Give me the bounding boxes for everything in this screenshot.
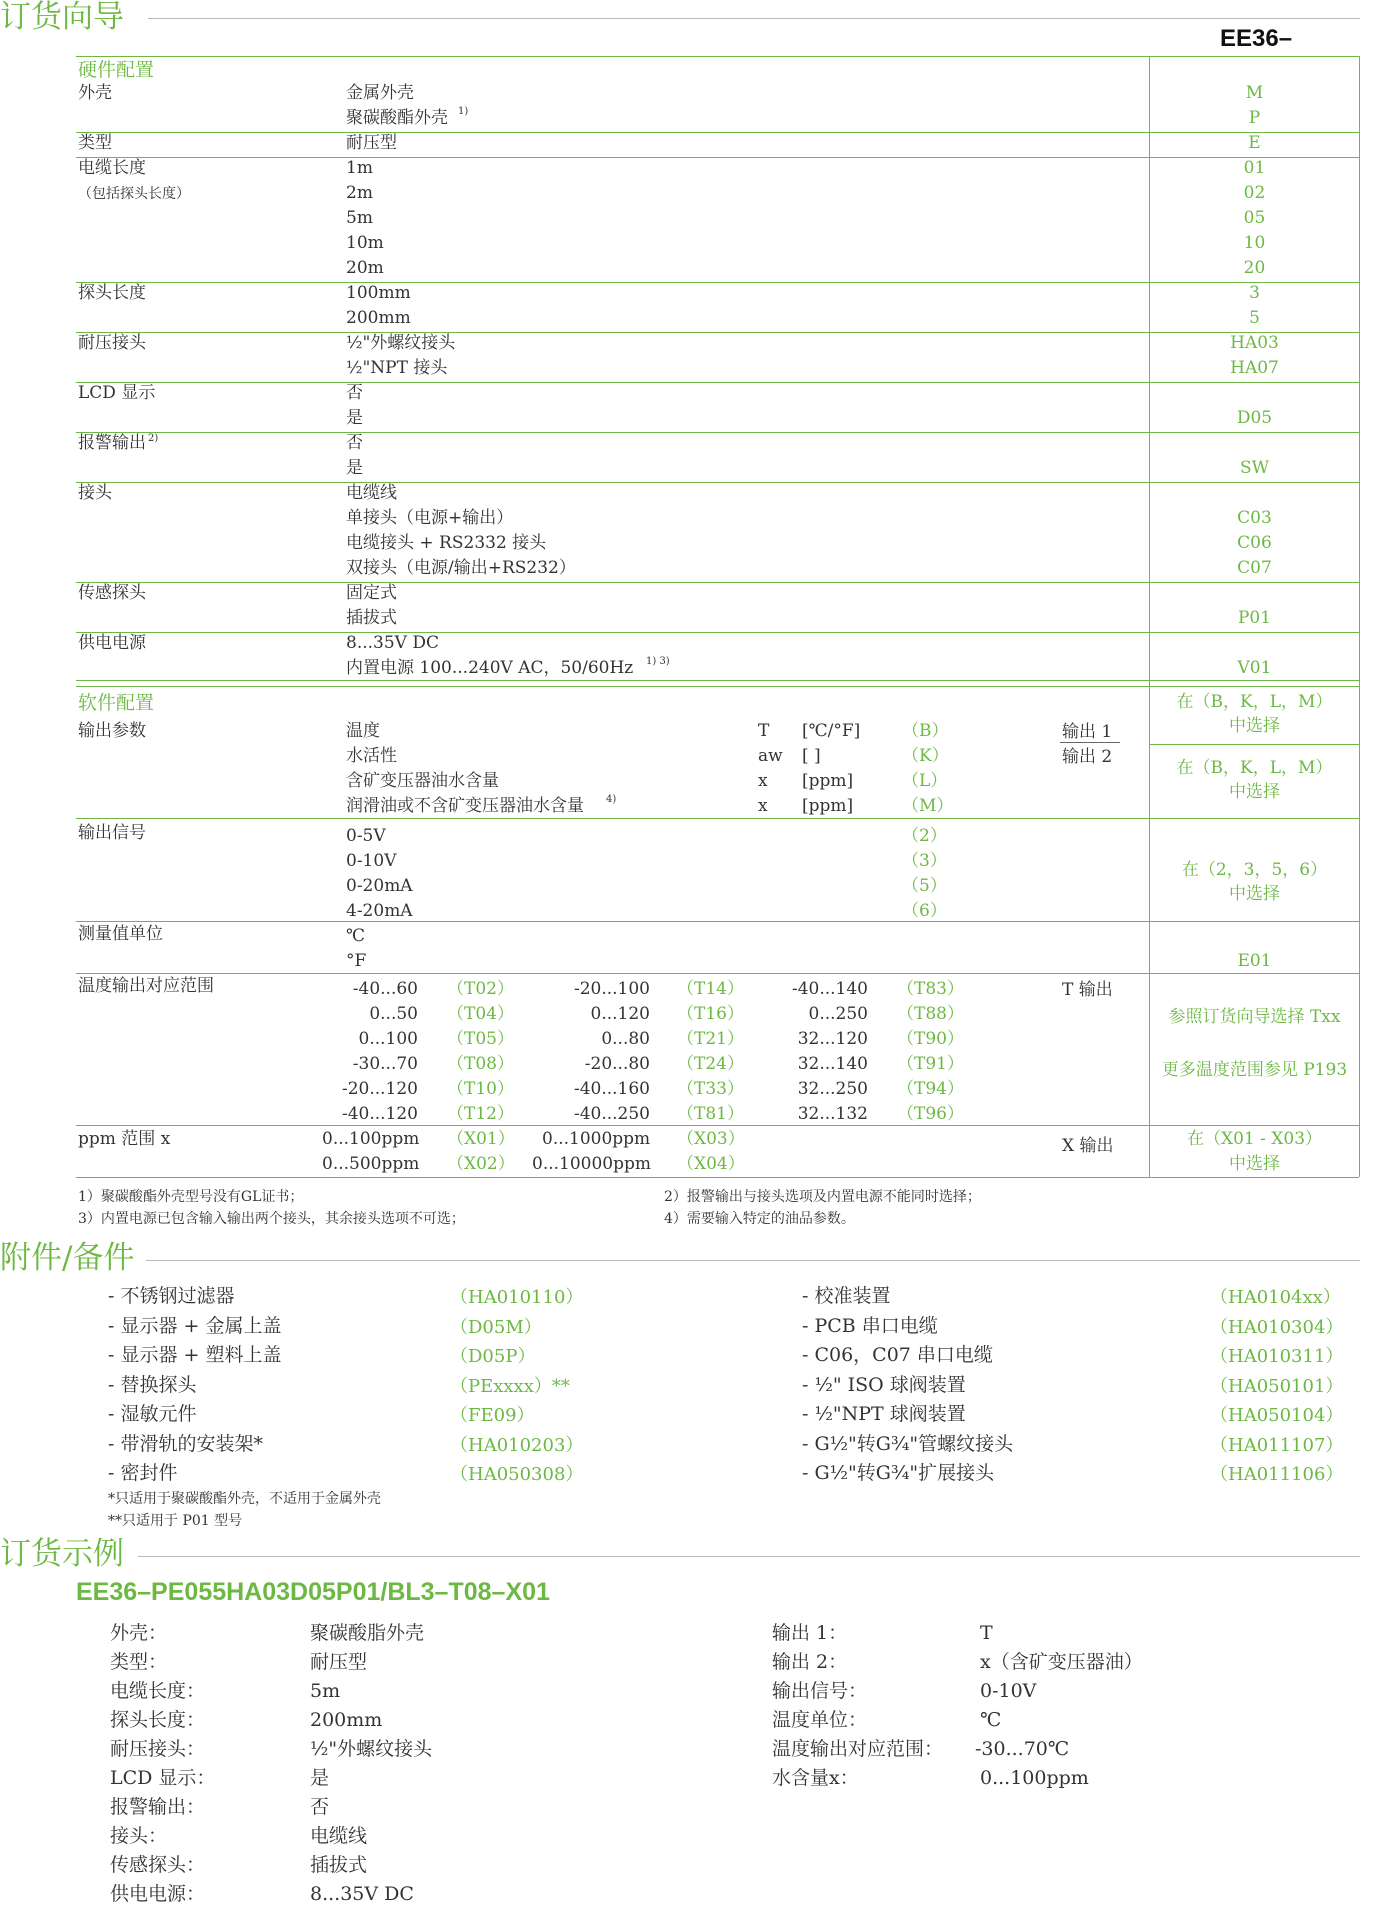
table-top-border: [76, 56, 1359, 57]
hardware-option: 10m: [346, 233, 384, 253]
hardware-option: ½"外螺纹接头: [346, 333, 456, 353]
ppm-code: （X01）: [447, 1129, 515, 1149]
param-symbol: T: [758, 721, 770, 741]
example-value: 5m: [310, 1680, 341, 1702]
section-rule: [146, 1260, 1360, 1261]
output-params-label: 输出参数: [78, 721, 146, 741]
example-value: 是: [310, 1767, 330, 1789]
ppm-value: 0...500ppm: [322, 1154, 420, 1174]
footnote: 2）报警输出与接头选项及内置电源不能同时选择；: [664, 1189, 981, 1205]
example-label: 探头长度：: [110, 1709, 206, 1731]
hardware-label: 报警输出: [78, 433, 146, 453]
hardware-option: 是: [346, 408, 363, 428]
accessory-item: - 校准装置: [802, 1285, 891, 1307]
hardware-option: 1m: [346, 158, 373, 178]
param-code: （B）: [902, 721, 949, 741]
example-value: ℃: [980, 1709, 1002, 1731]
output-1-label: 输出 1: [1062, 722, 1113, 742]
temp-range-value: 0...250: [808, 1004, 868, 1024]
footnote: 4）需要输入特定的油品参数。: [664, 1211, 855, 1227]
hardware-label: 供电电源: [78, 633, 146, 653]
example-label: 传感探头：: [110, 1854, 206, 1876]
hardware-option: 耐压型: [346, 133, 397, 153]
accessory-code: （HA010304）: [1210, 1316, 1344, 1338]
hardware-label: 电缆长度: [78, 158, 146, 178]
signal-option: 0-10V: [346, 851, 397, 871]
example-label: 报警输出：: [110, 1796, 206, 1818]
ppm-value: 0...1000ppm: [542, 1129, 651, 1149]
temp-range-more-hint: 更多温度范围参见 P193: [1161, 1060, 1348, 1080]
example-value: 聚碳酸脂外壳: [310, 1622, 425, 1644]
example-label: 供电电源：: [110, 1883, 206, 1905]
param-symbol: x: [758, 771, 768, 791]
hardware-code: V01: [1237, 658, 1272, 678]
example-value: 200mm: [310, 1709, 383, 1731]
accessory-code: （D05P）: [450, 1346, 536, 1367]
accessory-code: （HA0104xx）: [1210, 1287, 1341, 1308]
hardware-option: 否: [346, 383, 363, 403]
temp-range-value: 0...120: [590, 1004, 650, 1024]
temp-range-value: -40...60: [352, 979, 418, 999]
accessory-item: - C06，C07 串口电缆: [802, 1344, 993, 1366]
hardware-code: SW: [1239, 458, 1270, 478]
accessory-item: - 替换探头: [108, 1373, 197, 1396]
example-value: T: [980, 1622, 993, 1644]
example-label: LCD 显示：: [110, 1767, 216, 1789]
temp-range-value: -40...250: [573, 1104, 650, 1124]
temp-range-code: （T94）: [897, 1079, 964, 1099]
temp-range-value: 32...120: [797, 1029, 868, 1049]
output-2-label: 输出 2: [1062, 747, 1113, 767]
hardware-code: 02: [1243, 183, 1266, 203]
accessory-item: - PCB 串口电缆: [802, 1314, 938, 1337]
example-order-code: EE36–PE055HA03D05P01/BL3–T08–X01: [76, 1578, 550, 1606]
row-separator: [76, 1125, 1359, 1126]
example-label: 温度输出对应范围：: [772, 1738, 944, 1760]
hardware-label: 传感探头: [78, 583, 146, 603]
ppm-code: （X02）: [447, 1154, 515, 1174]
output-2-select-hint-2: 中选择: [1229, 782, 1280, 802]
hardware-code: 10: [1243, 233, 1266, 253]
ppm-select-hint: 在（X01 - X03）: [1186, 1129, 1323, 1149]
output-1-select-hint-2: 中选择: [1229, 716, 1280, 736]
output-2-select-hint: 在（B，K，L，M）: [1176, 758, 1333, 778]
temp-range-code: （T91）: [897, 1054, 964, 1074]
hardware-label: LCD 显示: [78, 383, 156, 403]
example-value: ½"外螺纹接头: [310, 1738, 433, 1760]
table-bottom-border: [76, 1177, 1359, 1178]
accessory-item: - 显示器 + 塑料上盖: [108, 1344, 282, 1366]
example-label: 外壳：: [110, 1622, 168, 1644]
unit-option-celsius: ℃: [346, 926, 366, 946]
temp-range-code: （T10）: [447, 1079, 514, 1099]
accessory-item: - 不锈钢过滤器: [108, 1285, 235, 1307]
temp-range-code: （T24）: [677, 1054, 744, 1074]
example-value: x（含矿变压器油）: [980, 1651, 1143, 1673]
temp-range-value: -40...120: [341, 1104, 418, 1124]
accessory-item: - G½"转G¾"扩展接头: [802, 1462, 995, 1484]
hardware-option: 8...35V DC: [346, 633, 439, 653]
ppm-range-label: ppm 范围 x: [78, 1129, 171, 1149]
accessory-item: - 密封件: [108, 1462, 178, 1484]
output-code-separator: [1149, 744, 1359, 745]
hardware-code: 01: [1243, 158, 1266, 178]
section-title-example: 订货示例: [0, 1536, 124, 1572]
section-title-accessories: 附件/备件: [0, 1240, 135, 1276]
temp-range-label: 温度输出对应范围: [78, 976, 214, 996]
output-signal-label: 输出信号: [78, 823, 146, 843]
param-name: 温度: [346, 721, 380, 741]
temp-range-value: 32...250: [797, 1079, 868, 1099]
hardware-code: 5: [1249, 308, 1260, 328]
ppm-value: 0...10000ppm: [532, 1154, 651, 1174]
hardware-option: 是: [346, 458, 363, 478]
accessory-code: （HA050104）: [1210, 1405, 1344, 1426]
accessory-code: （HA010311）: [1210, 1346, 1344, 1367]
example-label: 水含量x：: [772, 1767, 859, 1789]
accessory-code: （HA011107）: [1210, 1434, 1344, 1456]
row-separator: [76, 632, 1359, 633]
row-separator: [76, 382, 1359, 383]
hardware-code: E: [1248, 133, 1261, 153]
temp-range-code: （T90）: [897, 1029, 964, 1049]
example-label: 输出 1：: [772, 1622, 848, 1644]
hardware-option: 双接头（电源/输出+RS232）: [346, 558, 576, 578]
hardware-code: M: [1245, 83, 1264, 103]
example-label: 电缆长度：: [110, 1680, 206, 1702]
hardware-code: HA07: [1230, 358, 1279, 378]
example-label: 输出 2：: [772, 1651, 848, 1673]
hardware-code: C06: [1237, 533, 1272, 553]
hardware-label: 探头长度: [78, 283, 146, 303]
row-separator: [76, 921, 1359, 922]
example-label: 输出信号：: [772, 1680, 868, 1702]
row-separator: [76, 282, 1359, 283]
hardware-code: 05: [1243, 208, 1266, 228]
hardware-code: HA03: [1230, 333, 1279, 353]
temp-range-code: （T08）: [447, 1054, 514, 1074]
accessory-item: - ½"NPT 球阀装置: [802, 1403, 966, 1425]
example-value: 插拔式: [310, 1854, 368, 1876]
signal-code: （3）: [902, 851, 947, 871]
row-separator: [76, 818, 1359, 819]
temp-range-code: （T21）: [677, 1029, 744, 1049]
x-output-label: X 输出: [1062, 1136, 1114, 1156]
temp-range-code: （T88）: [897, 1004, 964, 1024]
hardware-label: （包括探头长度）: [78, 186, 190, 202]
row-separator: [76, 686, 1359, 687]
code-column-border-right: [1359, 56, 1360, 1177]
row-separator: [76, 482, 1359, 483]
example-label: 类型：: [110, 1651, 168, 1673]
signal-option: 0-5V: [346, 826, 386, 846]
software-config-title: 软件配置: [78, 692, 155, 714]
temp-range-value: 32...132: [797, 1104, 868, 1124]
example-value: 电缆线: [310, 1825, 368, 1847]
hardware-option: 插拔式: [346, 608, 397, 628]
example-value: 0...100ppm: [980, 1767, 1089, 1789]
hardware-code: C03: [1237, 508, 1272, 528]
unit-code: E01: [1237, 951, 1272, 971]
hardware-option: ½"NPT 接头: [346, 358, 448, 378]
param-name: 含矿变压器油水含量: [346, 771, 499, 791]
temp-range-value: -20...120: [341, 1079, 418, 1099]
example-value: 耐压型: [310, 1651, 368, 1673]
temp-range-code: （T12）: [447, 1104, 514, 1124]
temp-range-code: （T96）: [897, 1104, 964, 1124]
accessory-item: - 湿敏元件: [108, 1403, 197, 1425]
accessory-code: （PExxxx）**: [450, 1375, 570, 1397]
row-separator: [76, 973, 1359, 974]
example-value: 8...35V DC: [310, 1883, 414, 1905]
accessory-code: （HA050308）: [450, 1464, 584, 1485]
hardware-code: P: [1248, 108, 1261, 128]
section-rule: [138, 1556, 1360, 1557]
param-symbol: x: [758, 796, 768, 816]
hardware-option: 固定式: [346, 583, 397, 603]
param-code: （M）: [902, 796, 954, 816]
temp-range-ref-hint: 参照订货向导选择 Txx: [1168, 1007, 1341, 1027]
signal-code: （5）: [902, 876, 947, 896]
accessory-item: - G½"转G¾"管螺纹接头: [802, 1432, 1014, 1455]
accessory-item: - 显示器 + 金属上盖: [108, 1314, 282, 1337]
accessory-item: - 带滑轨的安装架*: [108, 1432, 263, 1455]
temp-range-value: -30...70: [352, 1054, 418, 1074]
row-separator: [76, 582, 1359, 583]
param-unit: [℃/°F]: [802, 721, 861, 741]
example-value: 0-10V: [980, 1680, 1037, 1702]
example-value: -30...70℃: [975, 1738, 1070, 1760]
model-number: EE36–: [1220, 25, 1293, 52]
hardware-option: 否: [346, 433, 363, 453]
row-separator: [76, 157, 1359, 158]
output-separator: [1060, 742, 1120, 743]
row-separator: [76, 432, 1359, 433]
example-label: 耐压接头：: [110, 1738, 206, 1760]
temp-range-value: 32...140: [797, 1054, 868, 1074]
signal-option: 0-20mA: [346, 876, 413, 896]
param-unit: [ppm]: [802, 796, 854, 816]
temp-range-code: （T05）: [447, 1029, 514, 1049]
accessory-code: （HA010110）: [450, 1287, 584, 1308]
output-signal-select-hint: 在（2，3，5，6）: [1181, 860, 1328, 880]
temp-range-value: 0...80: [601, 1029, 650, 1049]
footnote-marker: 1): [458, 106, 469, 117]
hardware-option: 聚碳酸酯外壳: [346, 108, 448, 128]
footnote: 1）聚碳酸酯外壳型号没有GL证书；: [78, 1189, 304, 1205]
accessory-code: （HA010203）: [450, 1434, 584, 1456]
temp-range-value: -20...80: [584, 1054, 650, 1074]
accessory-code: （HA011106）: [1210, 1464, 1344, 1485]
ppm-code: （X03）: [677, 1129, 745, 1149]
hardware-option: 5m: [346, 208, 373, 228]
hardware-label: 耐压接头: [78, 333, 146, 353]
hardware-label: 类型: [78, 133, 112, 153]
temp-range-value: 0...50: [369, 1004, 418, 1024]
temp-output-label: T 输出: [1062, 980, 1113, 1000]
row-separator: [76, 680, 1359, 681]
accessory-note: *只适用于聚碳酸酯外壳，不适用于金属外壳: [108, 1491, 381, 1507]
hardware-code: D05: [1236, 408, 1273, 428]
hardware-option: 2m: [346, 183, 373, 203]
section-title-ordering-guide: 订货向导: [0, 0, 124, 35]
hardware-option: 金属外壳: [346, 83, 414, 103]
ppm-code: （X04）: [677, 1154, 745, 1174]
param-name: 润滑油或不含矿变压器油水含量: [346, 796, 584, 816]
param-name: 水活性: [346, 746, 397, 766]
footnote-marker: 2): [148, 433, 159, 444]
footnote-marker: 1) 3): [646, 656, 670, 667]
row-separator: [76, 132, 1359, 133]
param-unit: [ ]: [802, 746, 821, 766]
temp-range-value: 0...100: [358, 1029, 418, 1049]
temp-range-code: （T04）: [447, 1004, 514, 1024]
hardware-option: 100mm: [346, 283, 411, 303]
accessory-code: （D05M）: [450, 1316, 542, 1338]
temp-range-code: （T83）: [897, 979, 964, 999]
temp-range-value: -40...140: [791, 979, 868, 999]
hardware-option: 内置电源 100...240V AC，50/60Hz: [346, 658, 634, 678]
accessory-note: **只适用于 P01 型号: [108, 1513, 243, 1529]
output-signal-select-hint-2: 中选择: [1229, 884, 1280, 904]
hardware-option: 20m: [346, 258, 384, 278]
row-separator: [76, 332, 1359, 333]
example-value: 否: [310, 1796, 330, 1818]
ppm-select-hint-2: 中选择: [1229, 1154, 1280, 1174]
param-code: （K）: [902, 746, 949, 766]
temp-range-value: -40...160: [573, 1079, 650, 1099]
accessory-code: （HA050101）: [1210, 1375, 1344, 1397]
temp-range-code: （T16）: [677, 1004, 744, 1024]
hardware-label: 外壳: [78, 83, 112, 103]
footnote: 3）内置电源已包含输入输出两个接头，其余接头选项不可选；: [78, 1211, 465, 1227]
hardware-option: 单接头（电源+输出）: [346, 508, 514, 528]
temp-range-code: （T81）: [677, 1104, 744, 1124]
temp-range-code: （T33）: [677, 1079, 744, 1099]
footnote-marker: 4): [606, 794, 617, 805]
hardware-config-title: 硬件配置: [78, 59, 155, 81]
hardware-code: C07: [1237, 558, 1272, 578]
param-code: （L）: [902, 771, 948, 791]
param-unit: [ppm]: [802, 771, 854, 791]
temp-range-code: （T02）: [447, 979, 514, 999]
example-label: 接头：: [110, 1825, 168, 1847]
accessory-code: （FE09）: [450, 1405, 535, 1426]
section-rule: [148, 18, 1360, 19]
unit-label: 测量值单位: [78, 924, 163, 944]
hardware-code: P01: [1237, 608, 1272, 628]
param-symbol: aw: [758, 746, 783, 766]
hardware-option: 电缆线: [346, 483, 397, 503]
example-label: 温度单位：: [772, 1709, 868, 1731]
temp-range-value: -20...100: [573, 979, 650, 999]
hardware-code: 20: [1243, 258, 1266, 278]
signal-code: （2）: [902, 826, 947, 846]
output-1-select-hint: 在（B，K，L，M）: [1176, 692, 1333, 712]
signal-code: （6）: [902, 901, 947, 921]
accessory-item: - ½" ISO 球阀装置: [802, 1373, 966, 1396]
signal-option: 4-20mA: [346, 901, 413, 921]
ppm-value: 0...100ppm: [322, 1129, 420, 1149]
unit-option-fahrenheit: °F: [346, 951, 367, 971]
temp-range-code: （T14）: [677, 979, 744, 999]
hardware-option: 200mm: [346, 308, 411, 328]
hardware-code: 3: [1249, 283, 1260, 303]
hardware-option: 电缆接头 + RS2332 接头: [346, 533, 547, 553]
hardware-label: 接头: [78, 483, 112, 503]
